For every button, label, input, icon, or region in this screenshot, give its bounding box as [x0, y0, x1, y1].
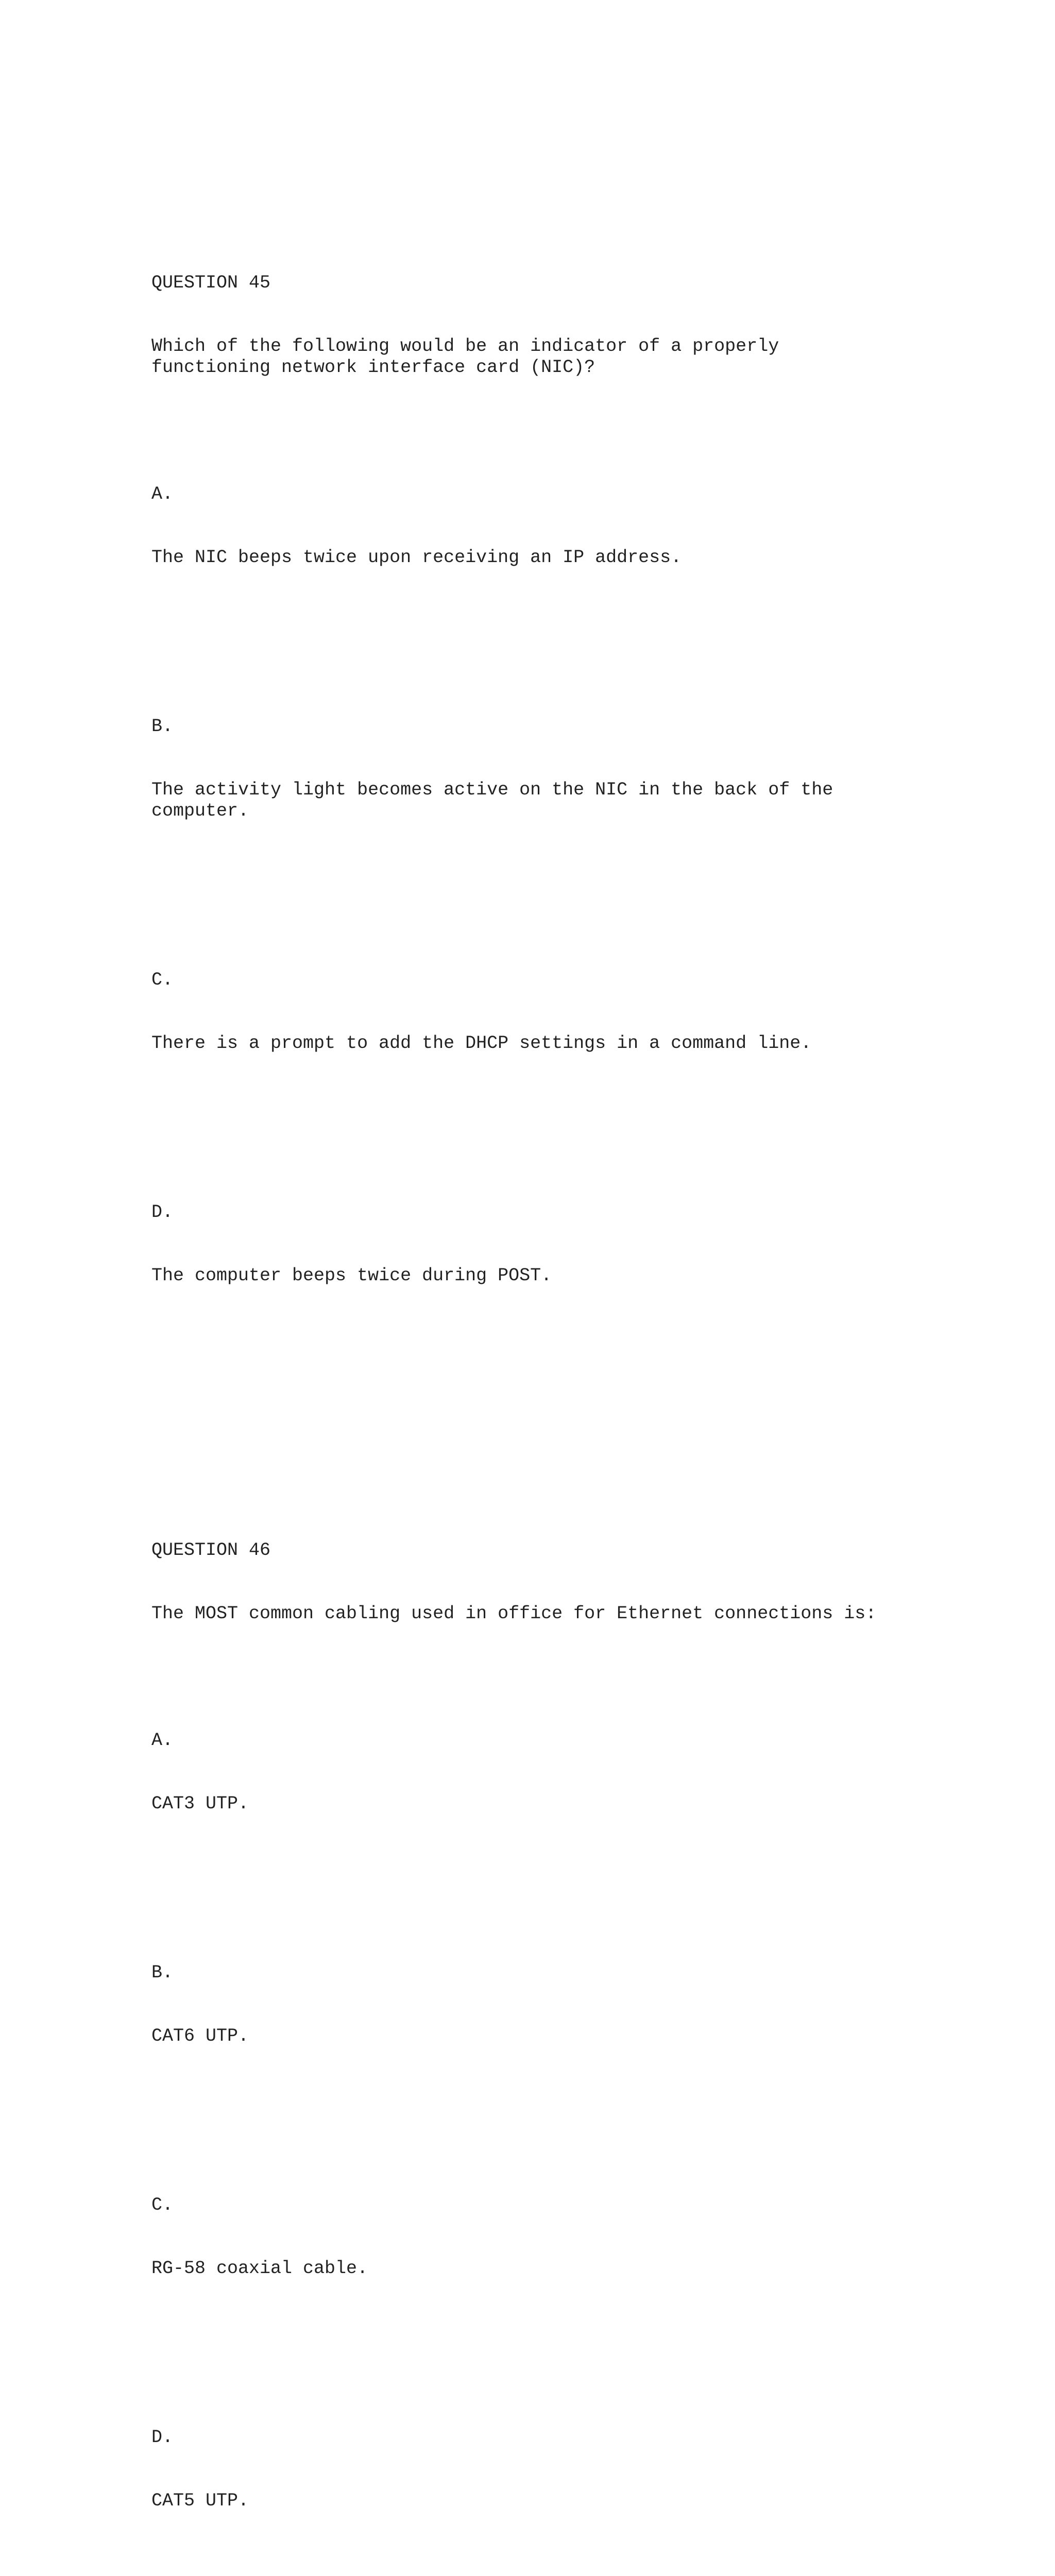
option-letter: B. [151, 716, 174, 737]
option-letter: C. [151, 970, 174, 990]
option-letter: C. [151, 2195, 174, 2215]
option-text: The computer beeps twice during POST. [151, 1265, 552, 1286]
option-text: CAT3 UTP. [151, 1793, 249, 1814]
document-content [151, 146, 1027, 2576]
question-title: QUESTION 45 [151, 273, 271, 293]
answer-option-a [151, 1688, 1027, 1857]
question-46 [151, 1498, 1027, 2576]
answer-option-d [151, 1160, 1027, 1329]
option-letter: D. [151, 1202, 174, 1223]
question-text: The MOST common cabling used in office for Ethernet connections is: [151, 1603, 877, 1624]
answer-option-c [151, 2153, 1027, 2321]
option-letter: D. [151, 2427, 174, 2448]
option-letter: A. [151, 484, 174, 504]
option-letter: A. [151, 1730, 174, 1751]
answer-option-b [151, 1920, 1027, 2089]
question-45 [151, 230, 1027, 1371]
question-title: QUESTION 46 [151, 1540, 271, 1561]
option-text: RG-58 coaxial cable. [151, 2258, 368, 2279]
answer-option-b [151, 674, 1027, 864]
answer-option-d [151, 2385, 1027, 2554]
question-text: Which of the following would be an indicator of a properly functioning network interface card (NIC)? [151, 336, 779, 378]
answer-option-c [151, 927, 1027, 1096]
option-text: There is a prompt to add the DHCP settings in a command line. [151, 1033, 812, 1054]
option-letter: B. [151, 1962, 174, 1983]
option-text: CAT6 UTP. [151, 2026, 249, 2046]
option-text: CAT5 UTP. [151, 2490, 249, 2511]
option-text: The NIC beeps twice upon receiving an IP address. [151, 547, 682, 568]
answer-option-a [151, 442, 1027, 611]
option-text: The activity light becomes active on the NIC in the back of the computer. [151, 779, 833, 821]
